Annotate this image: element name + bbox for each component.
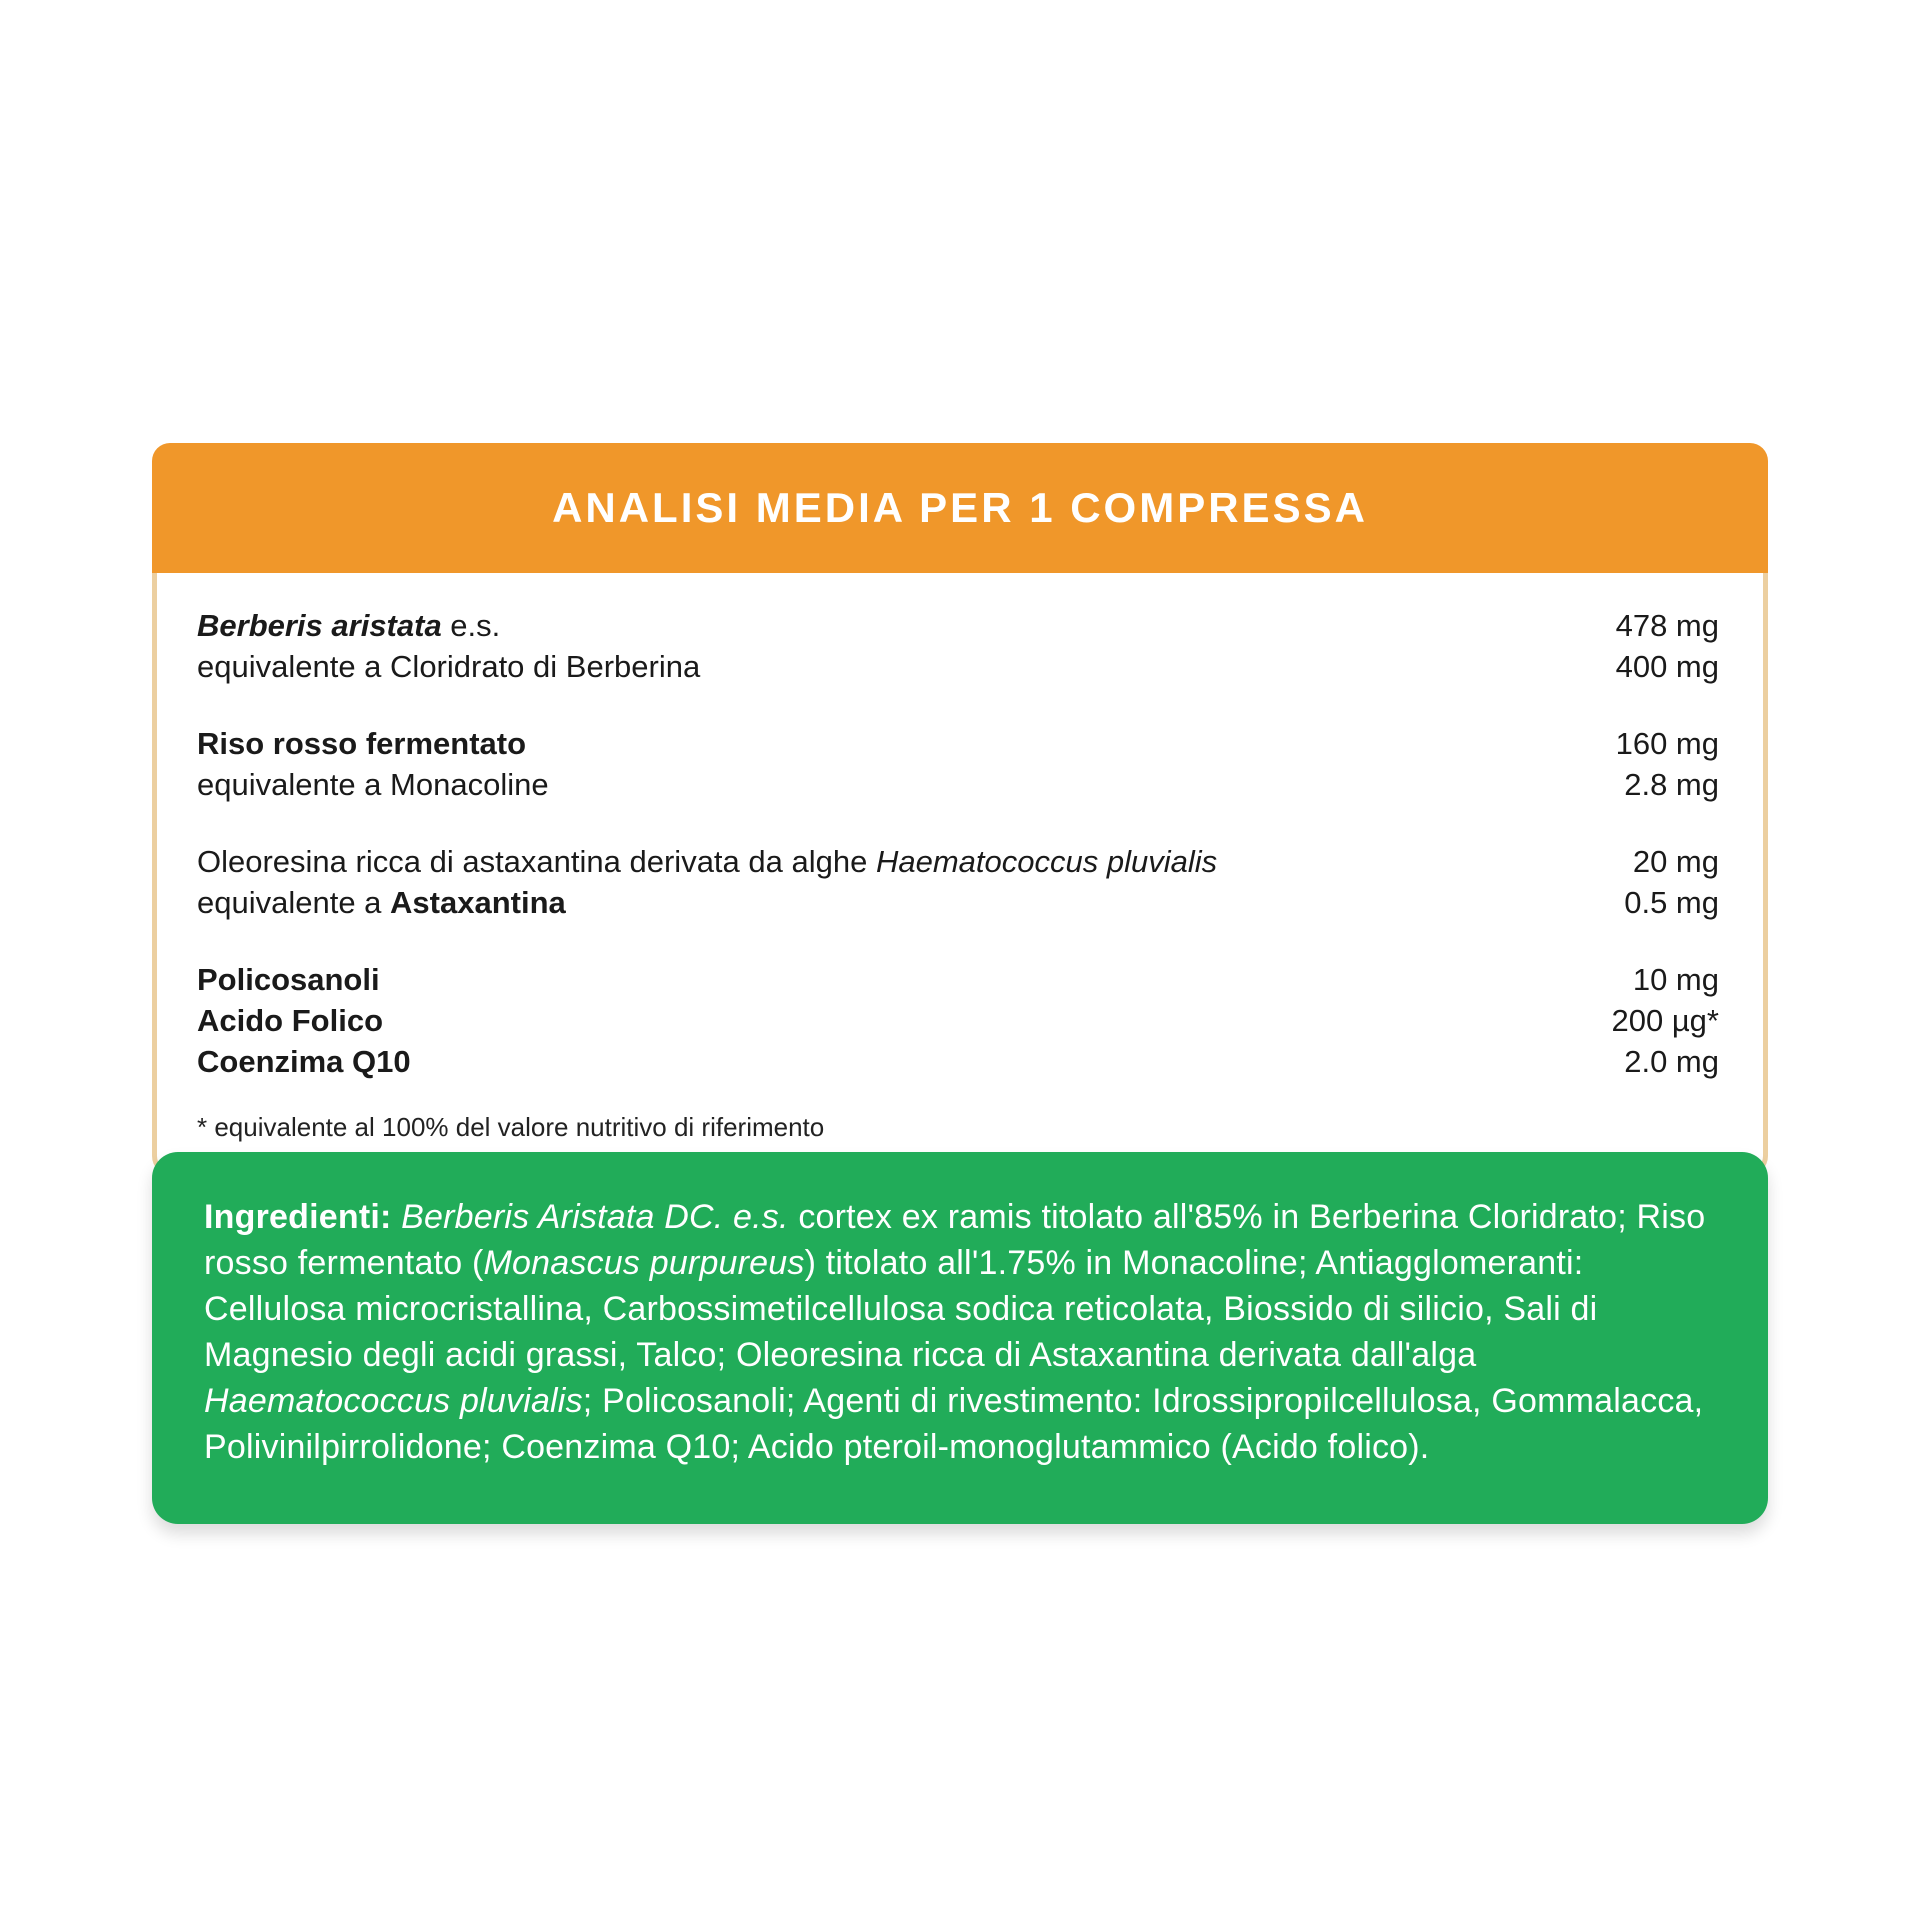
ingredients-panel bbox=[152, 1152, 1768, 1524]
row-policosanoli bbox=[197, 959, 1719, 1000]
text-segment: Haematococcus pluvialis bbox=[875, 844, 1218, 879]
analysis-group-berberis bbox=[197, 605, 1719, 687]
row-value: 2.0 mg bbox=[1624, 1044, 1719, 1079]
row-coenzima-q10 bbox=[197, 1041, 1719, 1082]
row-value: 478 mg bbox=[1615, 608, 1719, 643]
text-segment: Monascus purpureus bbox=[483, 1244, 805, 1282]
text-segment: Coenzima Q10 bbox=[197, 1044, 411, 1079]
row-value: 400 mg bbox=[1615, 649, 1719, 684]
analysis-group-misc bbox=[197, 959, 1719, 1082]
row-label bbox=[197, 1041, 441, 1082]
text-segment: Riso rosso fermentato bbox=[197, 726, 527, 761]
text-segment: equivalente a bbox=[197, 885, 391, 920]
analysis-group-riso-rosso bbox=[197, 723, 1719, 805]
text-segment: equivalente a Cloridrato di Berberina bbox=[197, 649, 701, 684]
text-segment: Acido Folico bbox=[197, 1003, 383, 1038]
text-segment: ; Policosanoli; Agenti di rivestimento: Idrossipropilcellulosa, Gommalacca, Polivinilpirrolidone; Coenzima Q10; Acido pteroil-monoglutammico (Acido folico). bbox=[204, 1382, 1704, 1466]
row-label bbox=[197, 605, 530, 646]
analysis-footnote: * equivalente al 100% del valore nutritivo di riferimento bbox=[197, 1112, 825, 1142]
row-label bbox=[197, 882, 596, 923]
row-oleoresina bbox=[197, 841, 1719, 882]
text-segment: Policosanoli bbox=[197, 962, 380, 997]
row-cloridrato-berberina bbox=[197, 646, 1719, 687]
text-segment: Oleoresina ricca di astaxantina derivata da alghe bbox=[197, 844, 876, 879]
row-value: 0.5 mg bbox=[1624, 885, 1719, 920]
text-segment: Berberis Aristata DC. e.s. bbox=[401, 1198, 799, 1236]
analysis-body bbox=[152, 573, 1768, 1176]
row-riso-rosso bbox=[197, 723, 1719, 764]
analysis-title: ANALISI MEDIA PER 1 COMPRESSA bbox=[552, 484, 1368, 531]
text-segment: e.s. bbox=[441, 608, 501, 643]
row-value: 160 mg bbox=[1615, 726, 1719, 761]
text-segment: Ingredienti: bbox=[204, 1198, 402, 1236]
text-segment: Haematococcus pluvialis bbox=[204, 1382, 583, 1420]
row-berberis-aristata bbox=[197, 605, 1719, 646]
row-value: 10 mg bbox=[1632, 962, 1719, 997]
text-segment: Berberis aristata bbox=[197, 608, 442, 643]
row-label bbox=[197, 764, 579, 805]
row-label bbox=[197, 959, 410, 1000]
ingredients-text bbox=[204, 1194, 1716, 1470]
text-segment: cortex ex ramis titolato all'85% in Berberina Cloridrato; Riso rosso fermentato ( bbox=[204, 1198, 1706, 1282]
row-value: 2.8 mg bbox=[1624, 767, 1719, 802]
row-label bbox=[197, 841, 1247, 882]
row-label bbox=[197, 1000, 413, 1041]
row-label bbox=[197, 723, 556, 764]
row-astaxantina bbox=[197, 882, 1719, 923]
row-value: 200 µg* bbox=[1611, 1003, 1719, 1038]
row-acido-folico bbox=[197, 1000, 1719, 1041]
analysis-panel bbox=[152, 443, 1768, 1176]
text-segment: Astaxantina bbox=[390, 885, 566, 920]
row-value: 20 mg bbox=[1632, 844, 1719, 879]
analysis-group-oleoresina bbox=[197, 841, 1719, 923]
analysis-header bbox=[152, 443, 1768, 573]
row-label bbox=[197, 646, 730, 687]
text-segment: ) titolato all'1.75% in Monacoline; Antiagglomeranti: Cellulosa microcristallina, Carbossimetilcellulosa sodica reticolata, Biossido di silicio, Sali di Magnesio degli acidi grassi, Talco; Oleoresina ricca di Astaxantina derivata dall'alga bbox=[204, 1244, 1598, 1374]
text-segment: equivalente a Monacoline bbox=[197, 767, 549, 802]
row-monacoline bbox=[197, 764, 1719, 805]
